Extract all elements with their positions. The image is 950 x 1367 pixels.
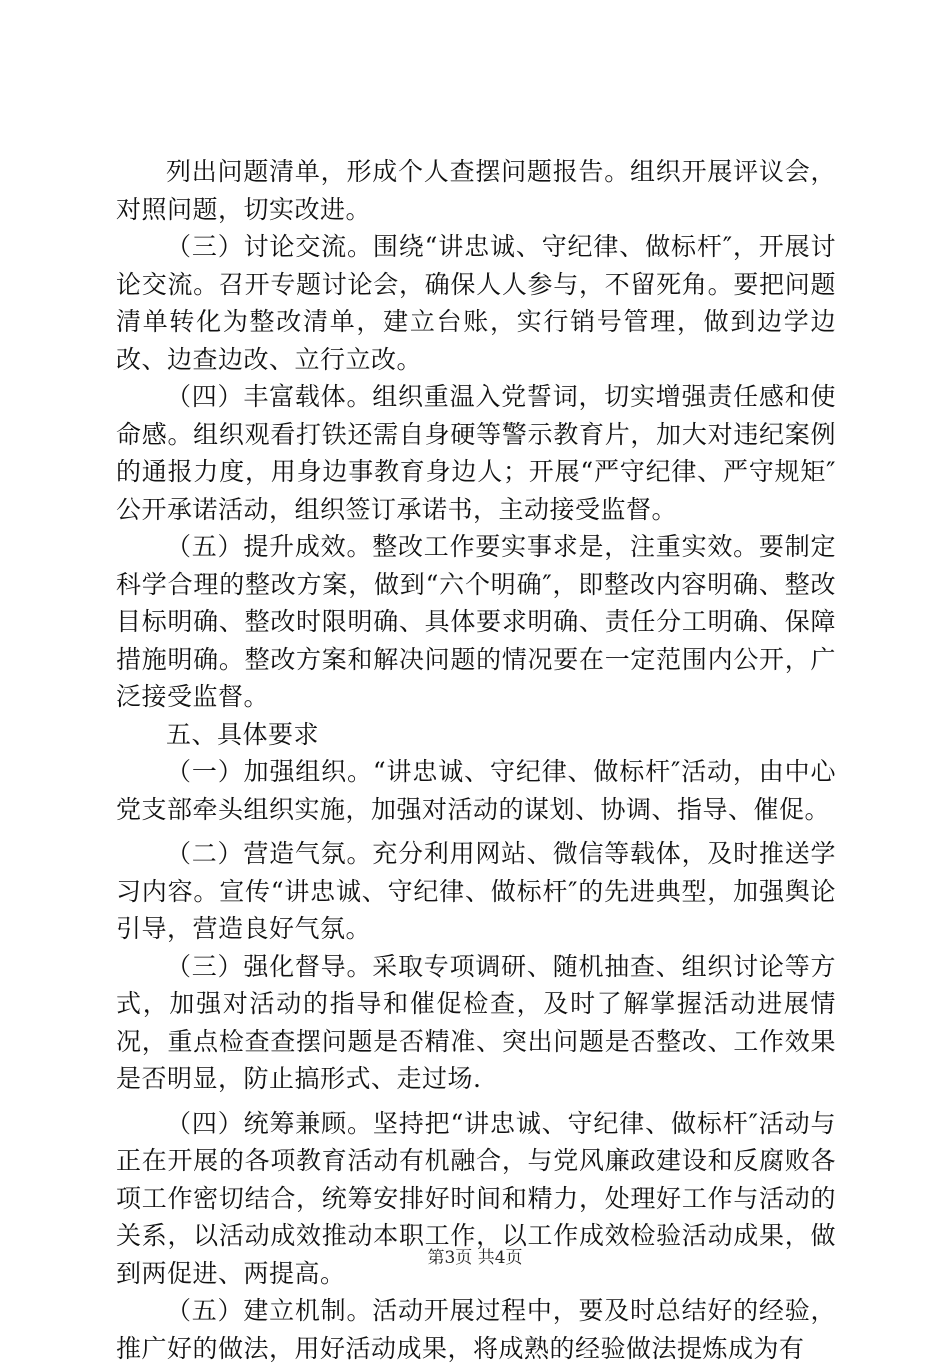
document-body <box>116 153 836 1367</box>
paragraph-establish-mechanism: （五）建立机制。活动开展过程中，要及时总结好的经验，推广好的做法，用好活动成果，将成熟的经验做法提炼成为有 <box>116 1296 836 1363</box>
paragraph-problem-list: 列出问题清单，形成个人查摆问题报告。组织开展评议会，对照问题，切实改进。 <box>116 157 836 224</box>
paragraph-improve-results: （五）提升成效。整改工作要实事求是，注重实效。要制定科学合理的整改方案，做到“六个明确″，即整改内容明确、整改目标明确、整改时限明确、具体要求明确、责任分工明确、保障措施明确。整改方案和解决问题的情况要在一定范围内公开，广泛接受监督。 <box>116 532 836 711</box>
paragraph-supervision: （三）强化督导。采取专项调研、随机抽查、组织讨论等方式，加强对活动的指导和催促检查，及时了解掌握活动进展情况，重点检查查摆问题是否精准、突出问题是否整改、工作效果是否明显，防止搞形式、走过场. <box>116 951 836 1093</box>
paragraph-enrich-carriers: （四）丰富载体。组织重温入党誓词，切实增强责任感和使命感。组织观看打铁还需自身硬等警示教育片，加大对违纪案例的通报力度，用身边事教育身边人；开展“严守纪律、严守规矩″公开承诺活动，组织签订承诺书，主动接受监督。 <box>116 382 836 524</box>
paragraph-overall-planning: （四）统筹兼顾。坚持把“讲忠诚、守纪律、做标杆″活动与正在开展的各项教育活动有机融合，与党风廉政建设和反腐败各项工作密切结合，统筹安排好时间和精力，处理好工作与活动的关系，以活动成效推动本职工作，以工作成效检验活动成果，做到两促进、两提高。 <box>116 1108 836 1288</box>
section-heading-requirements: 五、具体要求 <box>166 719 320 749</box>
paragraph-strengthen-organization: （一）加强组织。“讲忠诚、守纪律、做标杆″活动，由中心党支部牵头组织实施，加强对活动的谋划、协调、指导、催促。 <box>116 757 836 824</box>
paragraph-discussion: （三）讨论交流。围绕“讲忠诚、守纪律、做标杆″，开展讨论交流。召开专题讨论会，确保人人参与，不留死角。要把问题清单转化为整改清单，建立台账，实行销号管理，做到边学边改、边查边改、立行立改。 <box>116 232 836 374</box>
paragraph-create-atmosphere: （二）营造气氛。充分利用网站、微信等载体，及时推送学习内容。宣传“讲忠诚、守纪律、做标杆″的先进典型，加强舆论引导，营造良好气氛。 <box>116 839 836 943</box>
page-number-footer: 第3页 共4页 <box>427 1248 523 1268</box>
